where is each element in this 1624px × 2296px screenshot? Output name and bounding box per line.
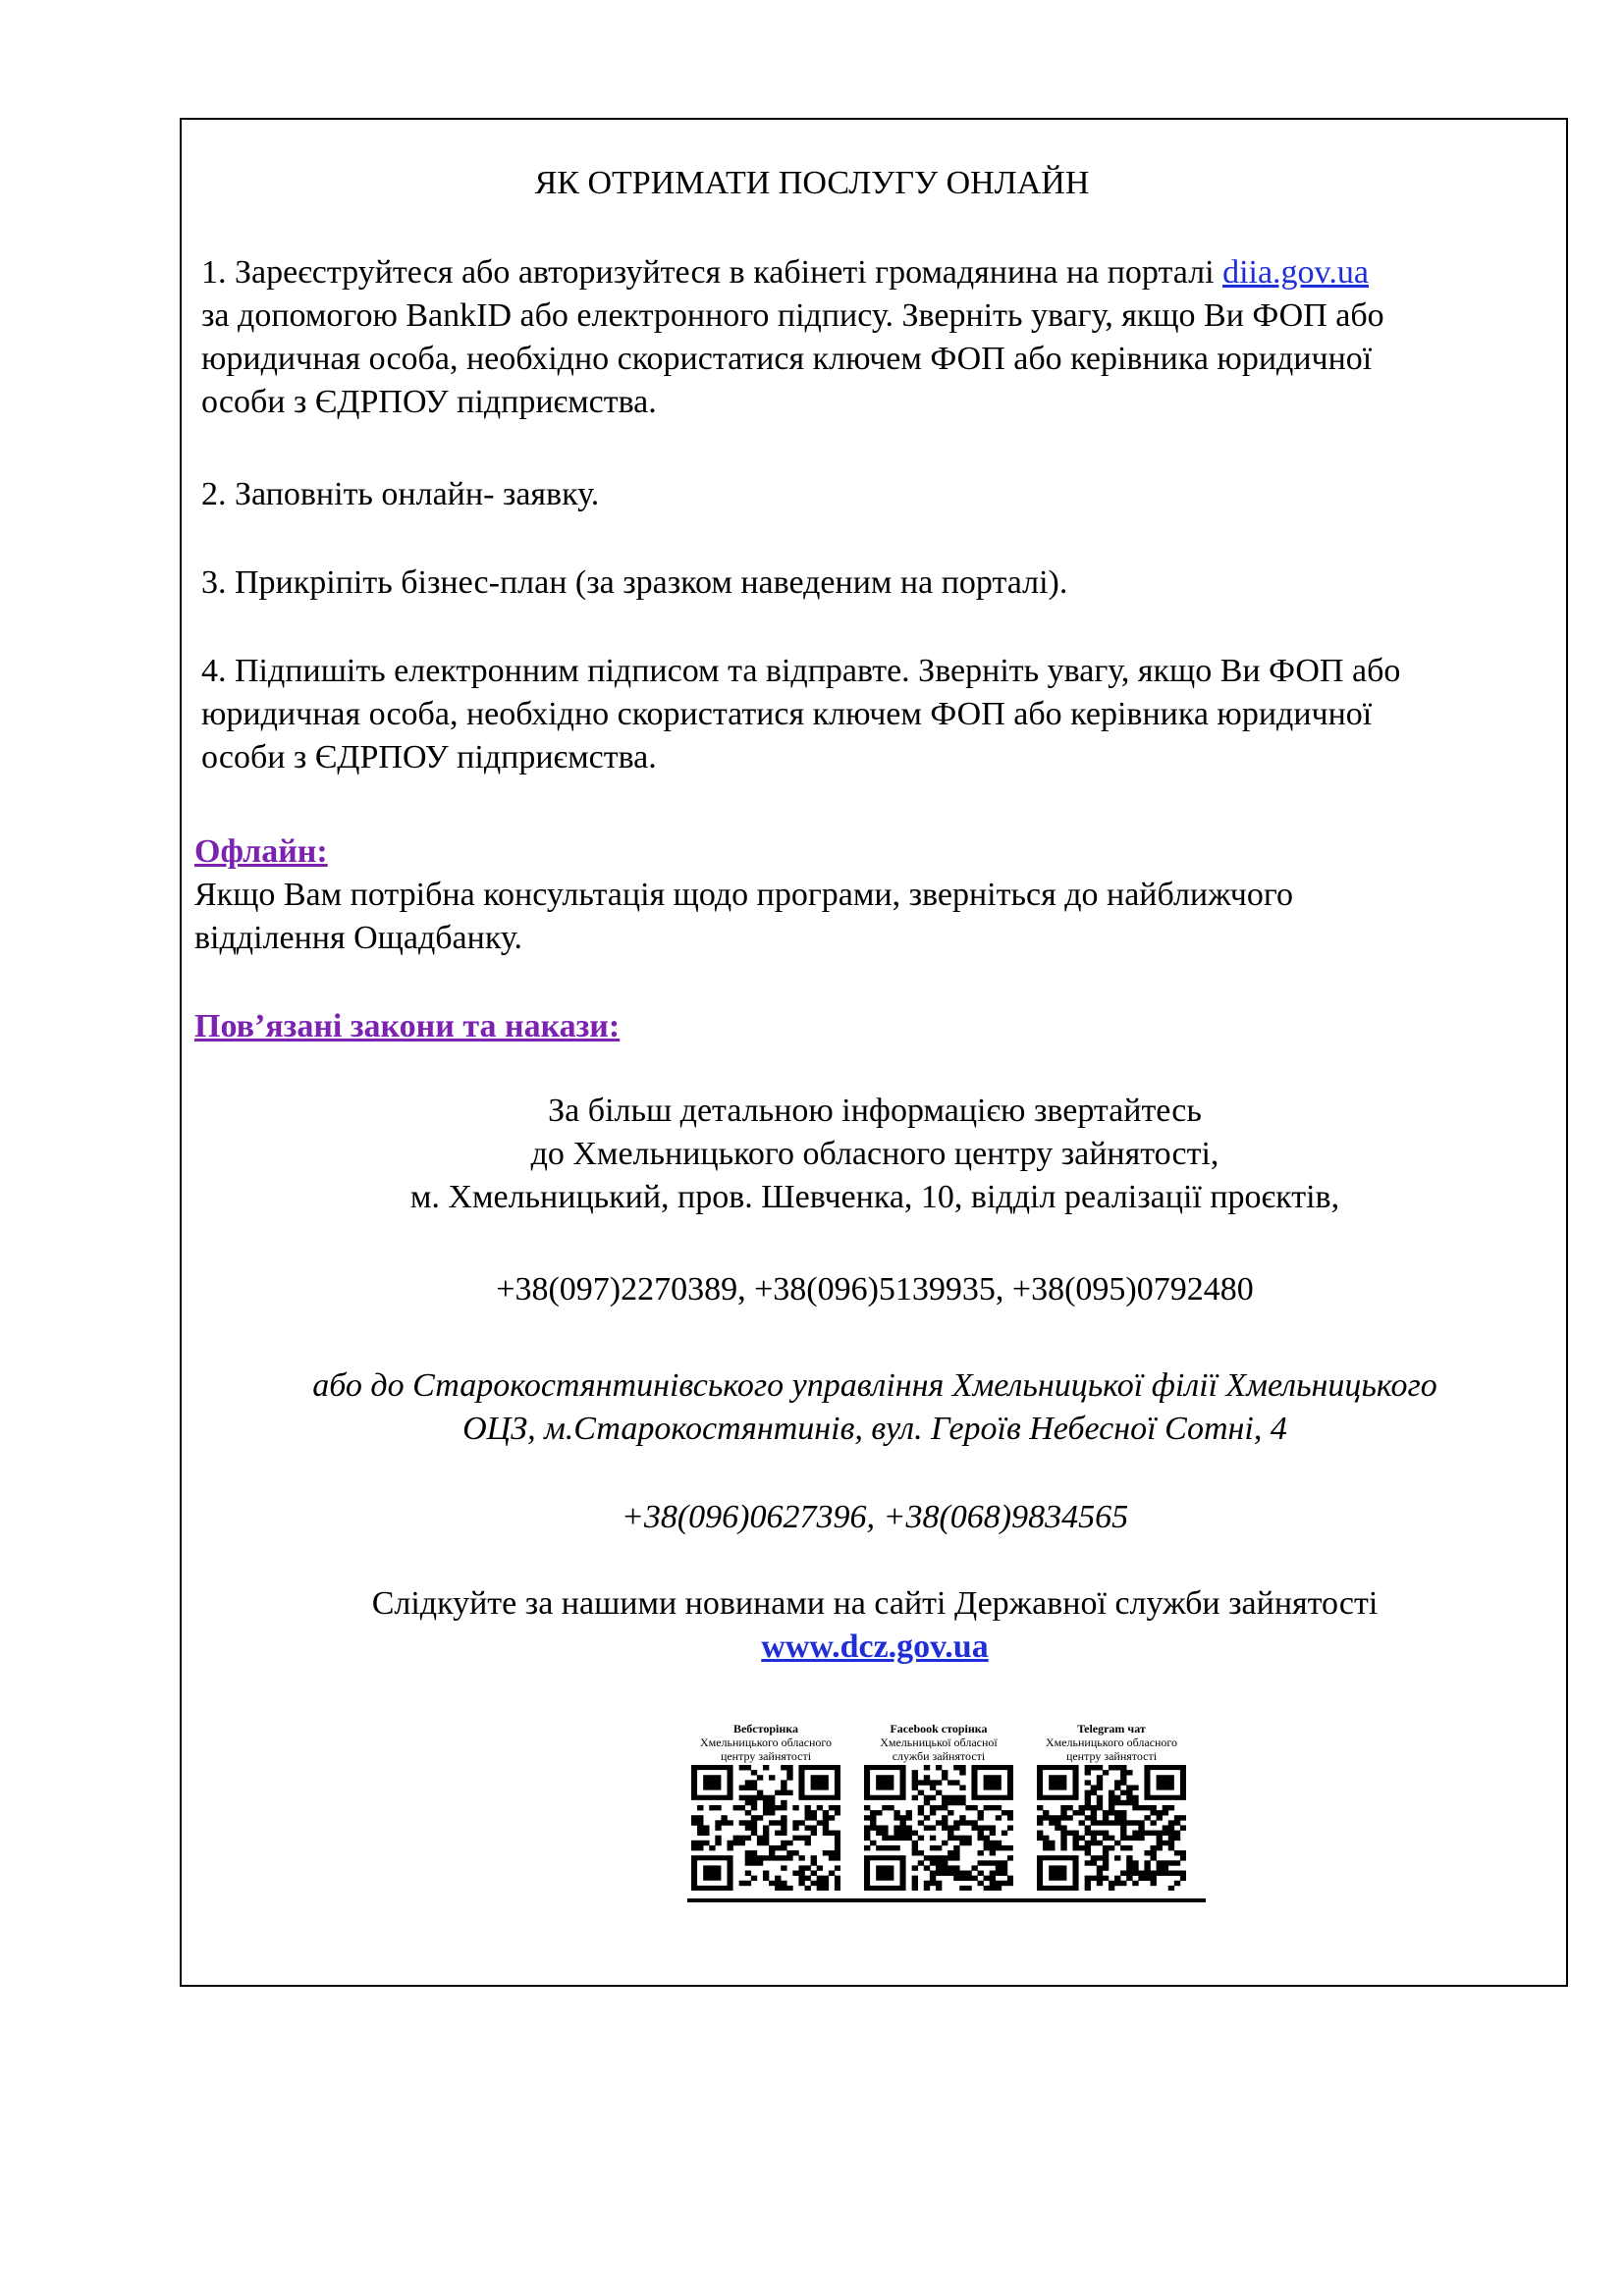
qr-code-icon (864, 1765, 1013, 1891)
qr-telegram-caption (1033, 1722, 1190, 1763)
qr-facebook-sub-1: Хмельницької обласної (880, 1735, 998, 1749)
qr-telegram-sub-2: центру зайнятості (1065, 1749, 1158, 1763)
qr-telegram-sub-1: Хмельницького обласного (1045, 1735, 1178, 1749)
follow-block (0, 1582, 1624, 1669)
qr-codes (687, 1722, 1206, 1900)
step-4 (201, 650, 1400, 779)
branch-block (0, 1364, 1624, 1451)
qr-website-sub-1: Хмельницького обласного (699, 1735, 833, 1749)
qr-facebook-caption (860, 1722, 1017, 1763)
diia-link[interactable]: diia.gov.ua (1222, 254, 1369, 291)
branch-line-2: ОЦЗ, м.Старокостянтинів, вул. Героїв Небесної Сотні, 4 (462, 1411, 1287, 1447)
qr-website-title: Вебсторінка (732, 1722, 799, 1735)
branch-phones: +38(096)0627396, +38(068)9834565 (621, 1499, 1129, 1535)
qr-divider (687, 1898, 1206, 1902)
step-1-line-4: особи з ЄДРПОУ підприємства. (201, 384, 657, 420)
offline-line-2: відділення Ощадбанку. (194, 920, 522, 956)
step-4-line-1: 4. Підпишіть електронним підписом та відправте. Зверніть увагу, якщо Ви ФОП або (201, 653, 1401, 689)
contact-block (0, 1090, 1624, 1219)
step-1-text: 1. Зареєструйтеся або авторизуйтеся в кабінеті громадянина на порталі (201, 254, 1223, 291)
qr-website[interactable] (687, 1722, 844, 1763)
step-4-line-2: юридичная особа, необхідно скористатися ключем ФОП або керівника юридичної (201, 696, 1373, 732)
qr-facebook-sub-2: служби зайнятості (892, 1749, 986, 1763)
contact-line-1: За більш детальною інформацією звертайтесь (548, 1093, 1202, 1129)
step-1-line-1 (201, 251, 1384, 294)
offline-line-1: Якщо Вам потрібна консультація щодо програми, зверніться до найближчого (194, 877, 1293, 913)
step-4-line-3: особи з ЄДРПОУ підприємства. (201, 739, 657, 775)
branch-line-1: або до Старокостянтинівського управління Хмельницької філії Хмельницького (312, 1367, 1437, 1404)
follow-line: Слідкуйте за нашими новинами на сайті Державної служби зайнятості (371, 1585, 1379, 1622)
qr-code-icon (691, 1765, 840, 1891)
qr-facebook-title: Facebook сторінка (890, 1722, 988, 1735)
qr-telegram[interactable] (1033, 1722, 1190, 1763)
qr-code-icon (1037, 1765, 1186, 1891)
qr-telegram-title: Telegram чат (1077, 1722, 1146, 1735)
step-3: 3. Прикріпіть бізнес-план (за зразком наведеним на порталі). (201, 564, 1068, 601)
qr-website-sub-2: центру зайнятості (720, 1749, 812, 1763)
offline-heading: Офлайн: (194, 833, 328, 870)
contact-line-3: м. Хмельницький, пров. Шевченка, 10, відділ реалізації проєктів, (409, 1179, 1340, 1215)
step-1 (201, 251, 1384, 424)
page-title: ЯК ОТРИМАТИ ПОСЛУГУ ОНЛАЙН (534, 165, 1090, 201)
step-1-line-3: юридичная особа, необхідно скористатися ключем ФОП або керівника юридичної (201, 341, 1373, 377)
qr-website-caption (687, 1722, 844, 1763)
contact-phones: +38(097)2270389, +38(096)5139935, +38(095)0792480 (496, 1271, 1254, 1308)
qr-facebook[interactable] (860, 1722, 1017, 1763)
step-2: 2. Заповніть онлайн- заявку. (201, 476, 600, 512)
dcz-website-link[interactable]: www.dcz.gov.ua (761, 1629, 989, 1665)
step-1-line-2: за допомогою BankID або електронного підпису. Зверніть увагу, якщо Ви ФОП або (201, 297, 1384, 334)
contact-line-2: до Хмельницького обласного центру зайнятості, (530, 1136, 1219, 1172)
laws-heading[interactable]: Пов’язані закони та накази: (194, 1008, 621, 1044)
offline-section (194, 830, 1293, 960)
